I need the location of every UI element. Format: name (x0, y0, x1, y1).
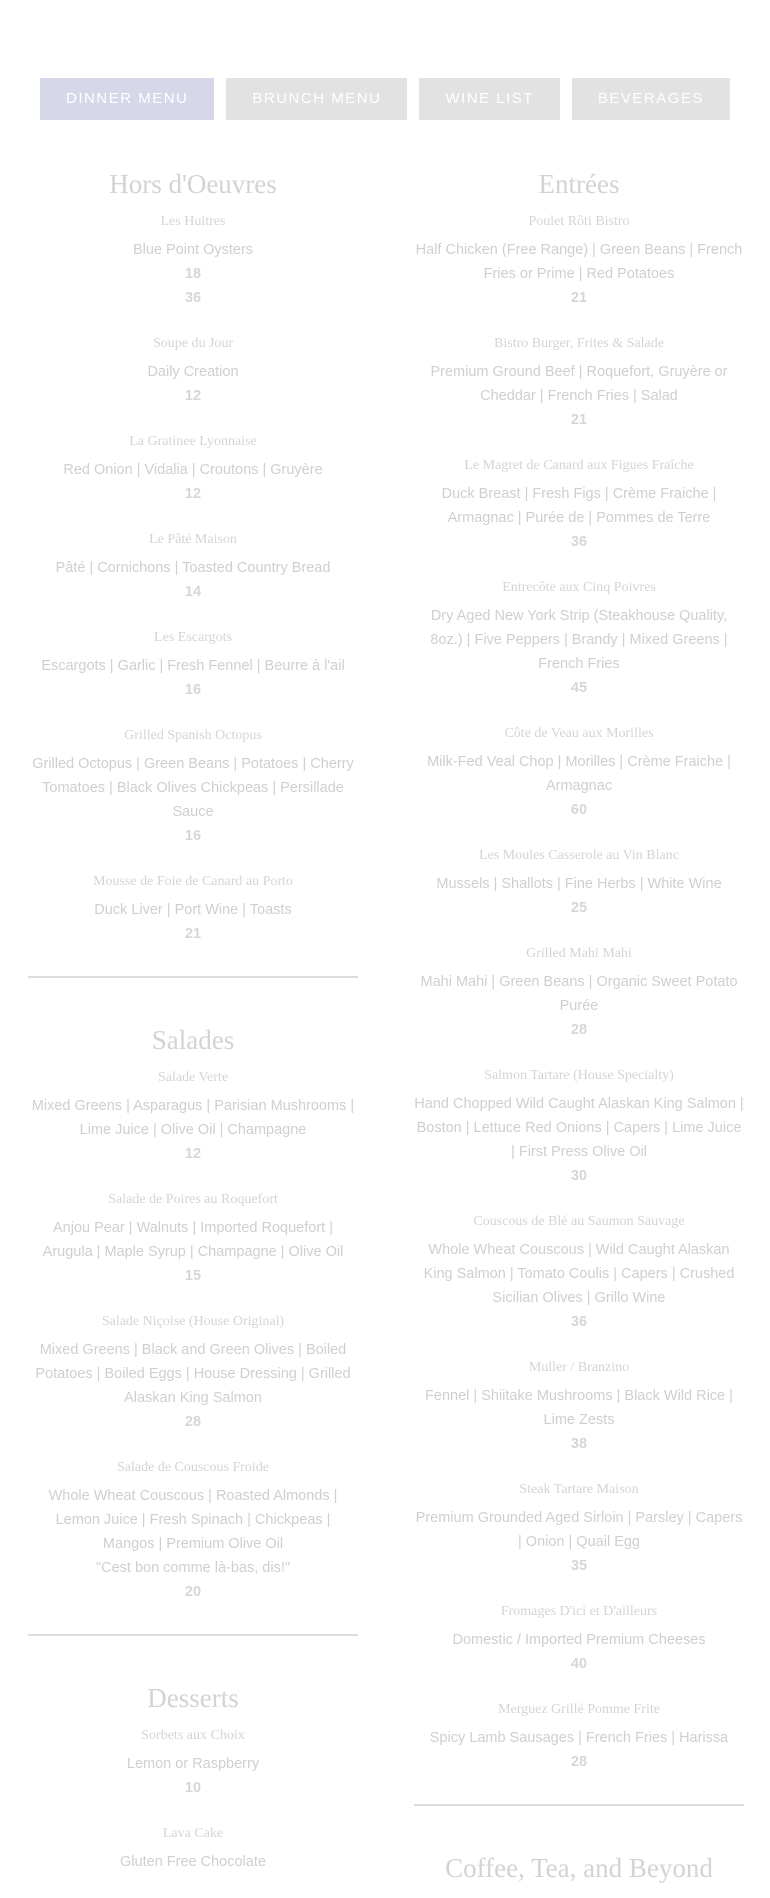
item-description: Gluten Free Chocolate (120, 1854, 266, 1870)
item-description: Grilled Octopus | Green Beans | Potatoes | Cherry Tomatoes | Black Olives Chickpeas | Persillade Sauce (32, 756, 354, 820)
tab-beverages[interactable]: BEVERAGES (572, 78, 730, 120)
item-name: Salade Niçoise (House Original) (101, 1314, 285, 1329)
item-description: Domestic / Imported Premium Cheeses (452, 1632, 706, 1648)
item-name: Lava Cake (162, 1826, 224, 1841)
menu-tabs (0, 78, 770, 120)
item-description: Daily Creation (147, 364, 239, 380)
menu-item (28, 1190, 358, 1288)
section-title: Entrées (538, 169, 620, 199)
item-price: 40 (570, 1656, 588, 1672)
menu-section-salades (28, 1022, 358, 1604)
item-name: Salade de Couscous Froide (116, 1460, 270, 1475)
item-name: Les Huitres (160, 214, 226, 229)
item-description: Whole Wheat Couscous | Wild Caught Alaskan King Salmon | Tomato Coulis | Capers | Crushed Sicilian Olives | Grillo Wine (423, 1242, 735, 1306)
item-description: Pâté | Cornichons | Toasted Country Bread (55, 560, 331, 576)
item-description: Duck Liver | Port Wine | Toasts (94, 902, 292, 918)
section-title: Hors d'Oeuvres (109, 169, 277, 199)
item-price: 25 (570, 900, 588, 916)
item-description: Mixed Greens | Black and Green Olives | Boiled Potatoes | Boiled Eggs | House Dressing | Grilled Alaskan King Salmon (35, 1342, 351, 1406)
item-name: Soupe du Jour (152, 336, 234, 351)
item-price: 16 (184, 828, 202, 844)
item-name: Fromages D'ici et D'ailleurs (500, 1604, 658, 1619)
menu-item (28, 1726, 358, 1800)
item-description: Hand Chopped Wild Caught Alaskan King Salmon | Boston | Lettuce Red Onions | Capers | Lime Juice | First Press Olive Oil (414, 1096, 744, 1160)
section-title: Coffee, Tea, and Beyond (445, 1853, 713, 1883)
menu-item (414, 578, 744, 700)
tab-brunch-menu[interactable]: BRUNCH MENU (226, 78, 407, 120)
menu-item (28, 872, 358, 946)
menu-section-hors-d-oeuvres (28, 166, 358, 946)
menu-item (28, 212, 358, 310)
menu-item (414, 1358, 744, 1456)
item-price: 21 (184, 926, 202, 942)
right-column (414, 166, 744, 1896)
item-price: 45 (570, 680, 588, 696)
item-description: Whole Wheat Couscous | Roasted Almonds | Lemon Juice | Fresh Spinach | Chickpeas | Mangos | Premium Olive Oil (48, 1488, 338, 1552)
item-name: Les Escargots (154, 630, 232, 645)
menu-item (28, 1824, 358, 1874)
item-price: 35 (570, 1558, 588, 1574)
section-divider (414, 1804, 744, 1806)
menu-item (414, 724, 744, 822)
item-price: 30 (570, 1168, 588, 1184)
item-price: 20 (184, 1584, 202, 1600)
menu-item (414, 846, 744, 920)
item-price: 12 (184, 388, 202, 404)
item-price: 60 (570, 802, 588, 818)
item-price: 16 (184, 682, 202, 698)
menu-item (28, 1068, 358, 1166)
item-name: Steak Tartare Maison (519, 1482, 639, 1497)
item-name: Mousse de Foie de Canard au Porto (93, 874, 293, 889)
item-name: Couscous de Blé au Saumon Sauvage (473, 1214, 685, 1229)
menu-section-desserts (28, 1680, 358, 1874)
item-name: La Gratinee Lyonnaise (129, 434, 257, 449)
menu-item (414, 1700, 744, 1774)
menu-item (28, 1458, 358, 1604)
item-price: 28 (570, 1754, 588, 1770)
item-name: Le Pâté Maison (149, 532, 237, 547)
item-name: Salade Verte (157, 1070, 229, 1085)
section-title: Salades (151, 1025, 235, 1055)
item-price: 15 (184, 1268, 202, 1284)
menu-item (414, 1066, 744, 1188)
item-name: Muller / Branzino (528, 1360, 630, 1375)
menu-item (28, 1312, 358, 1434)
menu-item (28, 334, 358, 408)
item-price: 21 (570, 290, 588, 306)
item-description: Mahi Mahi | Green Beans | Organic Sweet Potato Purée (420, 974, 738, 1014)
item-price: 38 (570, 1436, 588, 1452)
item-description: Duck Breast | Fresh Figs | Crème Fraiche | Armagnac | Purée de | Pommes de Terre (441, 486, 717, 526)
item-price: 28 (184, 1414, 202, 1430)
item-price: 36 (570, 534, 588, 550)
section-divider (28, 1634, 358, 1636)
item-description: Premium Ground Beef | Roquefort, Gruyère or Cheddar | French Fries | Salad (430, 364, 728, 404)
item-name: Sorbets aux Choix (141, 1728, 245, 1743)
item-description: Red Onion | Vidalia | Croutons | Gruyère (63, 462, 323, 478)
item-name: Les Moules Casserole au Vin Blanc (479, 848, 679, 863)
item-name: Grilled Mahi Mahi (526, 946, 632, 961)
menu-item (28, 726, 358, 848)
item-description: Dry Aged New York Strip (Steakhouse Quality, 8oz.) | Five Peppers | Brandy | Mixed Greens | French Fries (430, 608, 728, 672)
item-description: Lemon or Raspberry (126, 1756, 260, 1772)
tab-wine-list[interactable]: WINE LIST (419, 78, 560, 120)
item-description: Mussels | Shallots | Fine Herbs | White Wine (436, 876, 722, 892)
menu-item (28, 530, 358, 604)
item-price: 36 (184, 290, 202, 306)
item-name: Le Magret de Canard aux Figues Fraîche (464, 458, 694, 473)
item-name: Poulet Rôti Bistro (528, 214, 630, 229)
menu-item (414, 1602, 744, 1676)
left-column (28, 166, 358, 1898)
menu-section-coffee-tea-and-beyond (414, 1850, 744, 1886)
menu-item (414, 334, 744, 432)
menu-item (414, 456, 744, 554)
item-name: Bistro Burger, Frites & Salade (494, 336, 664, 351)
item-description: Premium Grounded Aged Sirloin | Parsley | Capers | Onion | Quail Egg (415, 1510, 743, 1550)
item-price: 28 (570, 1022, 588, 1038)
section-title: Desserts (147, 1683, 239, 1713)
menu-item (414, 944, 744, 1042)
item-note: "Cest bon comme là-bas, dis!" (95, 1560, 291, 1576)
menu-item (414, 1480, 744, 1578)
item-name: Entrecôte aux Cinq Poivres (502, 580, 656, 595)
item-name: Merguez Grillé Pomme Frite (498, 1702, 660, 1717)
menu-section-entr-es (414, 166, 744, 1774)
item-description: Mixed Greens | Asparagus | Parisian Mushrooms | Lime Juice | Olive Oil | Champagne (31, 1098, 355, 1138)
item-name: Côte de Veau aux Morilles (504, 726, 654, 741)
item-price: 14 (184, 584, 202, 600)
item-description: Fennel | Shiitake Mushrooms | Black Wild Rice | Lime Zests (425, 1388, 733, 1428)
tab-dinner-menu[interactable]: DINNER MENU (40, 78, 214, 120)
item-name: Grilled Spanish Octopus (124, 728, 262, 743)
item-name: Salade de Poires au Roquefort (108, 1192, 278, 1207)
item-description: Milk-Fed Veal Chop | Morilles | Crème Fraiche | Armagnac (427, 754, 731, 794)
item-price: 12 (184, 486, 202, 502)
menu-item (414, 1212, 744, 1334)
menu-item (414, 212, 744, 310)
section-divider (28, 976, 358, 978)
menu-item (28, 432, 358, 506)
item-description: Blue Point Oysters (132, 242, 254, 258)
item-name: Salmon Tartare (House Specialty) (484, 1068, 674, 1083)
item-price: 12 (184, 1146, 202, 1162)
item-price: 36 (570, 1314, 588, 1330)
item-description: Spicy Lamb Sausages | French Fries | Harissa (429, 1730, 729, 1746)
item-price: 21 (570, 412, 588, 428)
item-description: Anjou Pear | Walnuts | Imported Roquefort | Arugula | Maple Syrup | Champagne | Olive Oil (42, 1220, 344, 1260)
item-description: Escargots | Garlic | Fresh Fennel | Beurre à l'ail (41, 658, 345, 674)
menu-item (28, 628, 358, 702)
item-price: 10 (184, 1780, 202, 1796)
item-description: Half Chicken (Free Range) | Green Beans | French Fries or Prime | Red Potatoes (415, 242, 743, 282)
item-price: 18 (184, 266, 202, 282)
